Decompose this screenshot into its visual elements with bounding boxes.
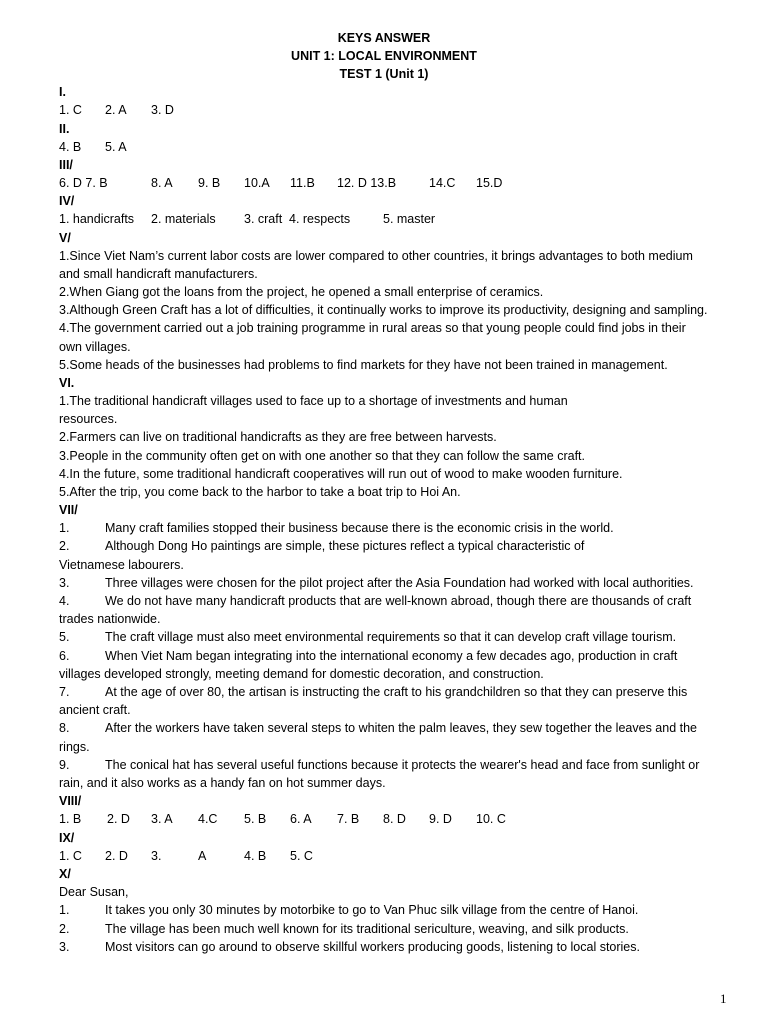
item-number: 1. [59, 521, 70, 535]
answer: 7. B [337, 812, 360, 826]
numbered-item [0, 922, 768, 938]
answer: 4. B [244, 849, 267, 863]
item-number: 6. [59, 649, 70, 663]
answer-row [0, 103, 768, 119]
answer-line: own villages. [59, 340, 131, 354]
answer-line: 3.People in the community often get on with one another so that they can follow the same craft. [59, 449, 586, 463]
answer: 5. C [290, 849, 313, 863]
answer-line: 4.The government carried out a job training programme in rural areas so that young people could find jobs in their [59, 321, 686, 335]
section-heading: II. [59, 122, 70, 136]
answer: 4.C [198, 812, 218, 826]
answer: 5. A [105, 140, 127, 154]
numbered-item [0, 630, 768, 646]
numbered-item [0, 649, 768, 665]
answer-row [0, 849, 768, 865]
answer: A [198, 849, 207, 863]
item-number: 4. [59, 594, 70, 608]
numbered-item [0, 521, 768, 537]
answer: 6. A [290, 812, 312, 826]
answer: 12. D 13.B [337, 176, 397, 190]
answer: 5. B [244, 812, 267, 826]
answer: 2. D [107, 812, 130, 826]
numbered-item [0, 594, 768, 610]
section-heading: VII/ [59, 503, 78, 517]
item-number: 8. [59, 721, 70, 735]
numbered-item [0, 758, 768, 774]
item-text: It takes you only 30 minutes by motorbike to go to Van Phuc silk village from the centre of Hanoi. [105, 903, 639, 917]
answer: 1. C [59, 103, 82, 117]
answer: 4. respects [289, 212, 351, 226]
numbered-item [0, 576, 768, 592]
answer: 14.C [429, 176, 456, 190]
letter-greeting: Dear Susan, [59, 885, 129, 899]
item-number: 5. [59, 630, 70, 644]
answer: 1. B [59, 812, 82, 826]
answer: 1. handicrafts [59, 212, 135, 226]
answer-line: 4.In the future, some traditional handicraft cooperatives will run out of wood to make wooden furniture. [59, 467, 623, 481]
answer: 6. D 7. B [59, 176, 108, 190]
item-text: Most visitors can go around to observe skillful workers producing goods, listening to local stories. [105, 940, 640, 954]
answer: 2. D [105, 849, 128, 863]
answer: 5. master [383, 212, 436, 226]
item-continuation: Vietnamese labourers. [59, 558, 184, 572]
section-heading: IV/ [59, 194, 75, 208]
item-text: At the age of over 80, the artisan is instructing the craft to his grandchildren so that they can preserve this [105, 685, 688, 699]
answer: 3. D [151, 103, 174, 117]
answer-line: 3.Although Green Craft has a lot of difficulties, it continually works to improve its productivity, designing and sampling. [59, 303, 708, 317]
answer-line: 1.The traditional handicraft villages used to face up to a shortage of investments and human [59, 394, 568, 408]
section-heading: IX/ [59, 831, 75, 845]
numbered-item [0, 685, 768, 701]
doc-test: TEST 1 (Unit 1) [339, 67, 429, 81]
numbered-item [0, 539, 768, 555]
item-number: 2. [59, 922, 70, 936]
answer: 4. B [59, 140, 82, 154]
item-continuation: rings. [59, 740, 90, 754]
answer-line: resources. [59, 412, 118, 426]
answer: 2. materials [151, 212, 216, 226]
item-continuation: trades nationwide. [59, 612, 161, 626]
answer-row [0, 140, 768, 156]
item-continuation: villages developed strongly, meeting demand for domestic decoration, and construction. [59, 667, 544, 681]
numbered-item [0, 721, 768, 737]
answer: 11.B [290, 176, 315, 190]
section-heading: VIII/ [59, 794, 82, 808]
section-heading: V/ [59, 231, 71, 245]
item-text: Three villages were chosen for the pilot project after the Asia Foundation had worked with local authorities. [105, 576, 694, 590]
numbered-item [0, 940, 768, 956]
answer: 3. craft [244, 212, 283, 226]
answer-line: 1.Since Viet Nam’s current labor costs are lower compared to other countries, it brings advantages to both medium [59, 249, 693, 263]
answer: 1. C [59, 849, 82, 863]
answer-row [0, 212, 768, 228]
answer: 15.D [476, 176, 503, 190]
answer: 10. C [476, 812, 506, 826]
item-number: 9. [59, 758, 70, 772]
item-text: Many craft families stopped their business because there is the economic crisis in the world. [105, 521, 614, 535]
item-text: The village has been much well known for its traditional sericulture, weaving, and silk products. [105, 922, 629, 936]
answer-line: 5.Some heads of the businesses had problems to find markets for they have not been trained in management. [59, 358, 668, 372]
item-text: We do not have many handicraft products that are well-known abroad, though there are thousands of craft [105, 594, 692, 608]
doc-title: KEYS ANSWER [337, 31, 431, 45]
item-continuation: ancient craft. [59, 703, 131, 717]
item-text: The craft village must also meet environmental requirements so that it can develop craft village tourism. [105, 630, 677, 644]
item-text: Although Dong Ho paintings are simple, these pictures reflect a typical characteristic of [105, 539, 585, 553]
section-heading: I. [59, 85, 66, 99]
item-number: 3. [59, 940, 70, 954]
answer-line: and small handicraft manufacturers. [59, 267, 258, 281]
answer-row [0, 176, 768, 192]
answer-line: 2.Farmers can live on traditional handicrafts as they are free between harvests. [59, 430, 497, 444]
answer: 8. D [383, 812, 406, 826]
item-text: When Viet Nam began integrating into the international economy a few decades ago, production in craft [105, 649, 678, 663]
item-continuation: rain, and it also works as a handy fan on hot summer days. [59, 776, 386, 790]
item-text: The conical hat has several useful functions because it protects the wearer's head and face from sunlight or [105, 758, 700, 772]
answer: 10.A [244, 176, 270, 190]
answer: 3. [151, 849, 162, 863]
doc-unit: UNIT 1: LOCAL ENVIRONMENT [291, 49, 477, 63]
item-number: 7. [59, 685, 70, 699]
numbered-item [0, 903, 768, 919]
answer: 9. D [429, 812, 452, 826]
answer: 2. A [105, 103, 127, 117]
page-number: 1 [720, 991, 727, 1006]
answer: 9. B [198, 176, 221, 190]
section-heading: VI. [59, 376, 75, 390]
section-heading: X/ [59, 867, 71, 881]
answer-line: 2.When Giang got the loans from the project, he opened a small enterprise of ceramics. [59, 285, 544, 299]
answer: 3. A [151, 812, 173, 826]
answer-line: 5.After the trip, you come back to the harbor to take a boat trip to Hoi An. [59, 485, 461, 499]
item-number: 1. [59, 903, 70, 917]
section-heading: III/ [59, 158, 73, 172]
item-text: After the workers have taken several steps to whiten the palm leaves, they sew together the leaves and the [105, 721, 697, 735]
item-number: 3. [59, 576, 70, 590]
answer: 8. A [151, 176, 173, 190]
item-number: 2. [59, 539, 70, 553]
answer-row [0, 812, 768, 828]
